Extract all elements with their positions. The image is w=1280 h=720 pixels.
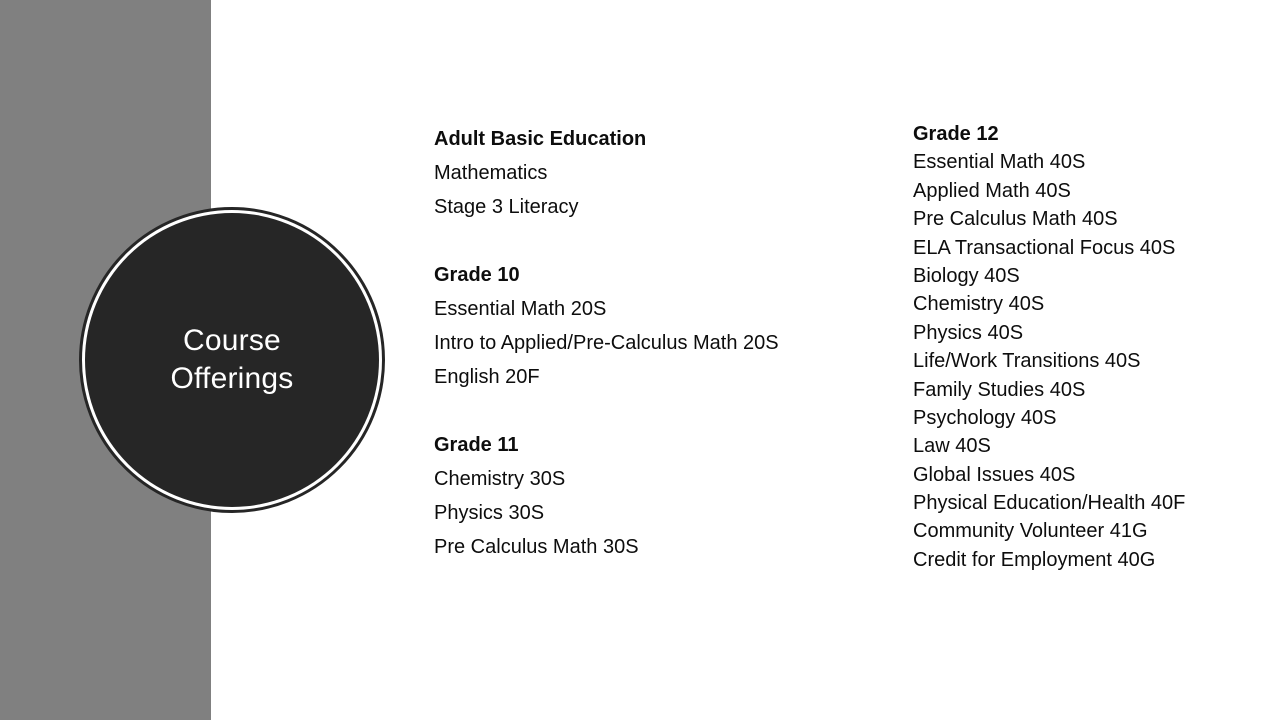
course-item: Biology 40S — [913, 264, 1020, 287]
title-circle — [85, 213, 379, 507]
course-item: English 20F — [434, 366, 540, 388]
course-item: Global Issues 40S — [913, 463, 1076, 486]
course-item: Essential Math 40S — [913, 151, 1086, 174]
slide-title-line1: Course — [183, 324, 281, 357]
course-item: Psychology 40S — [913, 406, 1057, 429]
course-item: Pre Calculus Math 30S — [434, 536, 639, 558]
course-item: Chemistry 30S — [434, 468, 566, 490]
course-item: Credit for Employment 40G — [913, 548, 1156, 571]
right-column — [913, 119, 1185, 573]
section-heading-grade10: Grade 10 — [434, 264, 520, 286]
section-heading-grade11: Grade 11 — [434, 434, 519, 456]
course-item: Family Studies 40S — [913, 378, 1086, 401]
course-item: Applied Math 40S — [913, 179, 1071, 202]
course-item: Intro to Applied/Pre-Calculus Math 20S — [434, 332, 779, 354]
left-column — [434, 124, 779, 566]
slide-title-line2: Offerings — [170, 362, 294, 395]
course-item: Stage 3 Literacy — [434, 196, 579, 218]
course-item: Physics 40S — [913, 321, 1024, 344]
course-item: ELA Transactional Focus 40S — [913, 236, 1176, 259]
course-item: Essential Math 20S — [434, 298, 607, 320]
course-item: Law 40S — [913, 435, 991, 458]
course-item: Community Volunteer 41G — [913, 520, 1148, 543]
course-item: Physics 30S — [434, 502, 545, 524]
section-heading-adult-basic: Adult Basic Education — [434, 128, 647, 150]
course-item: Physical Education/Health 40F — [913, 492, 1186, 515]
course-item: Life/Work Transitions 40S — [913, 350, 1141, 373]
section-heading-grade12: Grade 12 — [913, 123, 999, 145]
course-item: Pre Calculus Math 40S — [913, 208, 1118, 231]
course-item: Chemistry 40S — [913, 293, 1045, 316]
course-item: Mathematics — [434, 162, 548, 184]
